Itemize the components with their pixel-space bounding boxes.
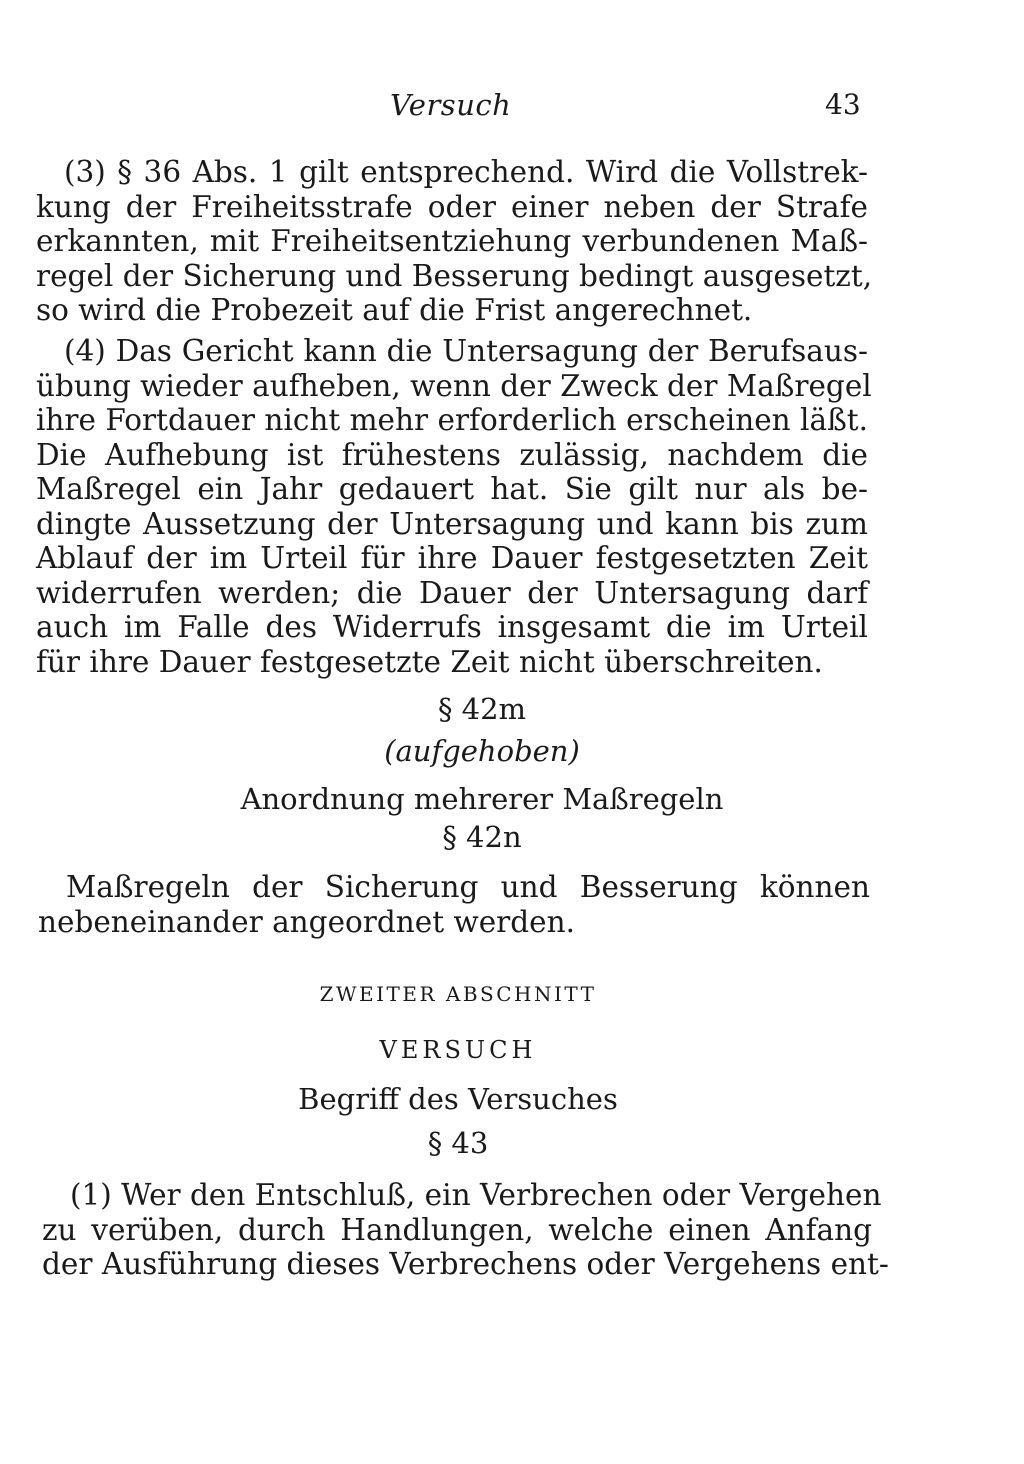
- text-line: für ihre Dauer festgesetzte Zeit nicht überschreiten.: [36, 644, 823, 679]
- paragraph-43-1: [42, 1178, 889, 1282]
- chapter-title: VERSUCH: [379, 1036, 537, 1064]
- paragraph-3: [36, 155, 873, 328]
- text-line: kung der Freiheitsstrafe oder einer neben der Strafe: [36, 189, 868, 224]
- section-43-number: § 43: [427, 1126, 489, 1160]
- text-line: übung wieder aufheben, wenn der Zweck der Maßregel: [36, 368, 872, 403]
- page-number: 43: [825, 88, 861, 121]
- text-line: zu verüben, durch Handlungen, welche einen Anfang: [42, 1212, 872, 1247]
- text-line: (1) Wer den Entschluß, ein Verbrechen oder Vergehen: [70, 1178, 882, 1212]
- text-line: widerrufen werden; die Dauer der Untersagung darf: [36, 575, 868, 610]
- text-line: dingte Aussetzung der Untersagung und kann bis zum: [36, 506, 868, 541]
- section-42m-number: § 42m: [437, 692, 527, 726]
- text-line: (4) Das Gericht kann die Untersagung der Berufsaus-: [64, 334, 868, 368]
- text-line: auch im Falle des Widerrufs insgesamt die im Urteil: [36, 610, 868, 644]
- text-line: so wird die Probezeit auf die Frist angerechnet.: [36, 293, 753, 327]
- text-line: Maßregel ein Jahr gedauert hat. Sie gilt nur als be-: [36, 472, 868, 506]
- text-line: der Ausführung dieses Verbrechens oder Vergehens ent-: [42, 1247, 889, 1281]
- paragraph-4: [36, 334, 872, 679]
- text-line: regel der Sicherung und Besserung bedingt ausgesetzt,: [36, 258, 873, 293]
- text-line: (3) § 36 Abs. 1 gilt entsprechend. Wird die Vollstrek-: [64, 155, 868, 189]
- section-42n-number: § 42n: [442, 820, 522, 854]
- text-line: ihre Fortdauer nicht mehr erforderlich erscheinen läßt.: [36, 403, 868, 437]
- text-line: erkannten, mit Freiheitsentziehung verbundenen Maß-: [36, 224, 868, 258]
- section-43-title: Begriff des Versuches: [298, 1082, 618, 1116]
- paragraph-42n: [38, 870, 870, 939]
- text-line: Ablauf der im Urteil für ihre Dauer festgesetzten Zeit: [36, 541, 868, 575]
- section-42n-title: Anordnung mehrerer Maßregeln: [240, 782, 724, 816]
- running-header-title: Versuch: [390, 88, 512, 122]
- chapter-label: ZWEITER ABSCHNITT: [319, 982, 597, 1006]
- text-line: Die Aufhebung ist frühestens zulässig, nachdem die: [36, 437, 868, 472]
- text-line: nebeneinander angeordnet werden.: [38, 904, 575, 939]
- section-42m-note: (aufgehoben): [384, 734, 580, 768]
- text-line: Maßregeln der Sicherung und Besserung können: [66, 870, 870, 904]
